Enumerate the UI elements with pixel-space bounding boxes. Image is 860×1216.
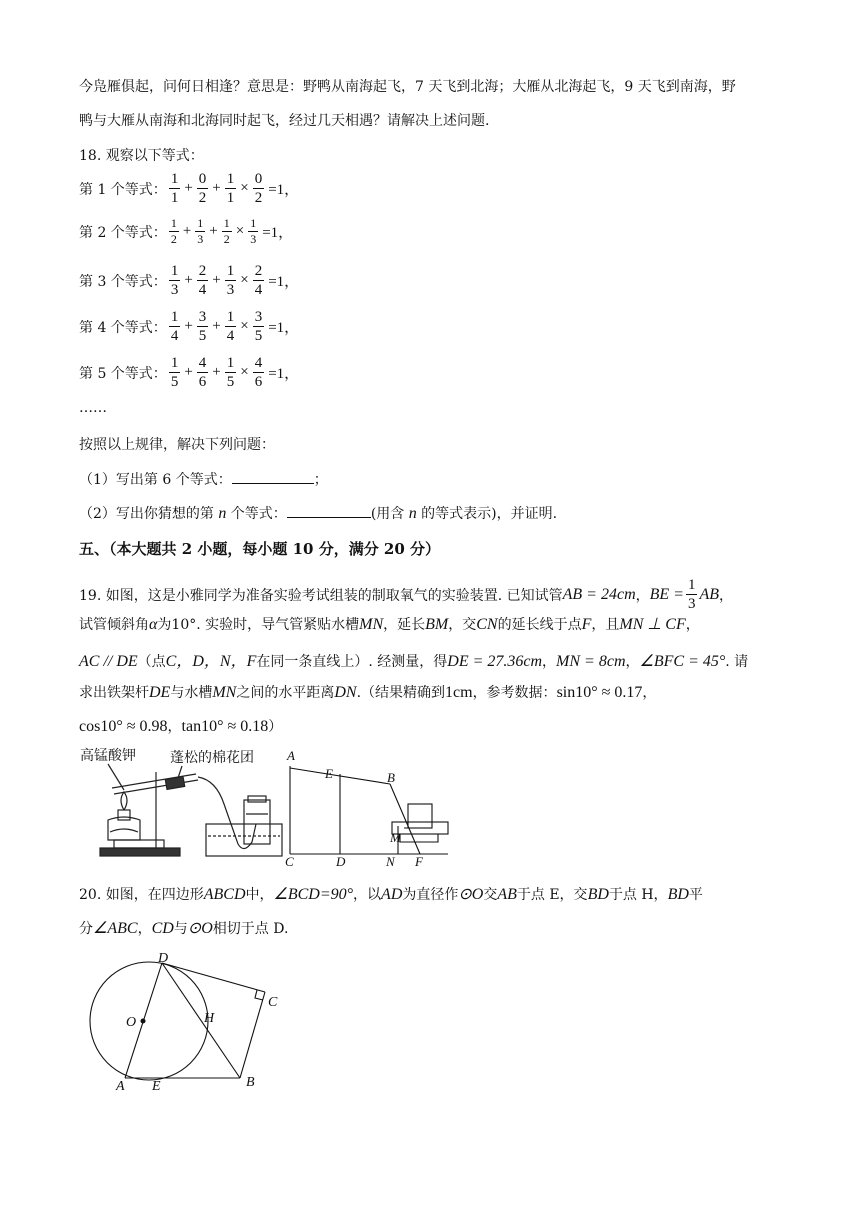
operator: + <box>209 223 218 239</box>
fraction <box>253 354 265 391</box>
label-C: C <box>285 854 294 869</box>
q20-text: ，以 <box>353 887 382 903</box>
fraction <box>253 170 265 207</box>
q20-text: 为直径作 <box>402 887 459 903</box>
label-D: D <box>158 951 169 966</box>
fraction <box>225 170 237 207</box>
var-cn: CN <box>476 616 498 633</box>
q19-text: 为10°. 实验时，导气管紧贴水槽 <box>157 617 360 633</box>
frac-den: 4 <box>254 282 263 298</box>
frac-num: 4 <box>198 355 207 371</box>
comma: ， <box>167 719 182 735</box>
q19-be-frac <box>686 576 698 613</box>
frac-num: 1 <box>197 216 204 230</box>
var-circle: ⊙O <box>458 886 484 903</box>
comma: ， <box>685 617 700 633</box>
fraction <box>222 216 232 247</box>
label-A: A <box>287 748 295 763</box>
frac-num: 1 <box>223 216 230 230</box>
q19-mn-value: MN = 8cm <box>556 653 626 670</box>
operator: × <box>240 180 249 196</box>
var-ad: AD <box>381 886 403 903</box>
q19-cos: cos10° ≈ 0.98 <box>79 718 168 735</box>
fraction <box>197 262 209 299</box>
fraction <box>197 170 209 207</box>
q20-text: 相切于点 D. <box>212 921 289 937</box>
frac-num: 0 <box>254 171 263 187</box>
q18-part1-label: （1）写出第 6 个等式： <box>79 472 232 488</box>
label-B: B <box>246 1075 255 1090</box>
q19-be-rhs: AB <box>699 585 720 603</box>
equation-row <box>79 308 301 345</box>
q19-text: 试管倾斜角 <box>79 617 149 633</box>
apparatus-illustration <box>80 747 282 856</box>
frac-num: 3 <box>254 309 263 325</box>
label-potassium-permanganate: 高锰酸钾 <box>80 749 136 764</box>
frac-num: 1 <box>226 171 235 187</box>
operator: × <box>235 223 245 239</box>
q19-text: ，延长 <box>383 617 426 633</box>
frac-den: 5 <box>198 328 207 344</box>
q18-part2-end: 的等式表示)，并证明. <box>416 506 558 522</box>
equation-label: 第 1 个等式： <box>79 181 167 198</box>
operator: =1， <box>268 320 300 336</box>
var-bd: BD <box>587 886 609 903</box>
operator: × <box>240 364 249 380</box>
q18-ellipsis: …… <box>79 400 107 416</box>
q18-part2-mid: 个等式： <box>226 506 287 522</box>
q19-line4 <box>79 682 656 702</box>
label-C: C <box>268 995 278 1010</box>
q18-part2 <box>79 503 557 523</box>
q19-text: 与水槽 <box>170 685 213 701</box>
q18-part2-hint: (用含 <box>370 506 409 522</box>
frac-den: 3 <box>250 232 257 246</box>
operator: =1， <box>268 182 300 198</box>
fraction <box>225 262 237 299</box>
q19-ab-expr: AB = 24cm <box>562 585 636 603</box>
frac-den: 4 <box>198 282 207 298</box>
fraction <box>169 170 181 207</box>
frac-num: 1 <box>170 263 179 279</box>
operator: + <box>212 272 221 288</box>
frac-den: 3 <box>197 232 204 246</box>
q19-text: 的延长线于点 <box>497 617 582 633</box>
geometry-diagram <box>285 748 448 869</box>
q19-line5 <box>79 716 282 736</box>
frac-num: 1 <box>170 216 177 230</box>
var-dn: DN <box>334 684 357 701</box>
frac-num: 0 <box>198 171 207 187</box>
frac-den: 3 <box>170 282 179 298</box>
fraction <box>225 308 237 345</box>
var-ab: AB <box>497 886 517 903</box>
comma: ， <box>719 587 734 604</box>
q19-unit: 1cm <box>445 684 473 701</box>
label-D: D <box>336 854 346 869</box>
frac-den: 2 <box>223 232 230 246</box>
equation-label: 第 4 个等式： <box>79 319 167 336</box>
label-E: E <box>152 1079 161 1090</box>
frac-den: 2 <box>198 190 207 206</box>
var-mn: MN <box>359 616 384 633</box>
frac-num: 2 <box>198 263 207 279</box>
frac-num: 1 <box>170 309 179 325</box>
operator: + <box>182 223 192 239</box>
q19-be-lhs: BE = <box>649 585 684 603</box>
comma: ， <box>625 654 640 670</box>
q19-line1 <box>79 576 733 613</box>
frac-den: 2 <box>170 232 177 246</box>
var-circle: ⊙O <box>187 920 213 937</box>
label-E: E <box>325 766 333 781</box>
fraction <box>197 308 209 345</box>
q19-text: ，参考数据： <box>472 685 557 701</box>
q19-text: 在同一条直线上）. 经测量，得 <box>256 654 448 670</box>
q19-line2 <box>79 614 700 634</box>
operator: + <box>184 272 193 288</box>
var-de: DE <box>149 684 171 701</box>
frac-num: 1 <box>226 263 235 279</box>
q19-de-value: DE = 27.36cm <box>447 653 543 670</box>
var-n: n <box>408 505 417 522</box>
var-alpha: α <box>149 616 158 633</box>
q20-angle: ∠BCD=90° <box>273 886 354 903</box>
q18-part1 <box>79 469 328 489</box>
frac-num: 1 <box>170 171 179 187</box>
var-f: F <box>581 616 592 633</box>
q19-figure <box>78 744 468 870</box>
label-B: B <box>387 770 395 785</box>
label-A: A <box>116 1079 125 1090</box>
q19-perp: MN ⊥ CF <box>619 616 686 633</box>
var-n: n <box>218 505 227 522</box>
operator: + <box>184 364 193 380</box>
label-O: O <box>126 1015 137 1030</box>
operator: + <box>212 318 221 334</box>
var-cd: CD <box>151 920 174 937</box>
frac-den: 1 <box>226 190 235 206</box>
equation-label: 第 3 个等式： <box>79 273 167 290</box>
frac-den: 1 <box>170 190 179 206</box>
circle-o <box>90 962 208 1080</box>
comma: ， <box>642 685 657 701</box>
q20-text: ， <box>137 921 152 937</box>
q20-text: 中， <box>245 887 274 903</box>
q19-text: .（结果精确到 <box>356 685 446 701</box>
q20-text: 分 <box>79 921 93 937</box>
q18-intro: 18. 观察以下等式： <box>79 148 204 164</box>
equation-row <box>79 216 295 247</box>
label-H: H <box>204 1011 215 1026</box>
q17-text-line1: 今凫雁俱起，问何日相逢？意思是：野鸭从南海起飞，7 天飞到北海；大雁从北海起飞，9 天飞到南海，野 <box>79 79 736 95</box>
q20-line2 <box>79 918 288 938</box>
operator: =1， <box>262 225 294 241</box>
label-cotton: 蓬松的棉花团 <box>170 751 254 766</box>
q19-angle: ∠BFC = 45° <box>639 653 726 670</box>
frac-num: 1 <box>226 355 235 371</box>
answer-blank-2[interactable] <box>287 503 371 518</box>
q20-text: 交 <box>483 887 498 903</box>
q19-text: 之间的水平距离 <box>236 685 335 701</box>
fraction <box>169 354 181 391</box>
q20-text: 于点 H， <box>608 887 668 903</box>
frac-num: 3 <box>198 309 207 325</box>
fraction <box>253 262 265 299</box>
q20-text: 平 <box>688 887 703 903</box>
q18-rule: 按照以上规律，解决下列问题： <box>79 437 275 453</box>
center-point <box>141 1019 145 1023</box>
operator: + <box>184 180 193 196</box>
operator: + <box>212 180 221 196</box>
label-N: N <box>386 854 395 869</box>
frac-num: 1 <box>250 216 257 230</box>
fraction <box>169 216 179 247</box>
frac-num: 1 <box>226 309 235 325</box>
fraction <box>225 354 237 391</box>
q19-tan: tan10° ≈ 0.18 <box>181 718 269 735</box>
fraction <box>169 262 181 299</box>
frac-den: 5 <box>170 374 179 390</box>
fraction <box>195 216 205 247</box>
q19-text: 19. 如图，这是小雅同学为准备实验考试组装的制取氧气的实验装置. 已知试管 <box>79 587 563 604</box>
operator: =1， <box>268 274 300 290</box>
frac-num: 1 <box>687 577 696 593</box>
frac-den: 3 <box>687 596 696 612</box>
q17-text-line2: 鸭与大雁从南海和北海同时起飞，经过几天相遇？请解决上述问题. <box>79 113 490 129</box>
q20-text: 于点 E，交 <box>516 887 588 903</box>
q18-part2-label: （2）写出你猜想的第 <box>79 506 219 522</box>
frac-den: 4 <box>170 328 179 344</box>
q20-figure <box>78 950 298 1090</box>
equation-row <box>79 354 301 391</box>
operator: =1， <box>268 366 300 382</box>
equation-label: 第 5 个等式： <box>79 365 167 382</box>
operator: + <box>212 364 221 380</box>
q20-text: 与 <box>173 921 188 937</box>
frac-num: 1 <box>170 355 179 371</box>
q18-part1-end: ； <box>313 472 328 488</box>
equation-row <box>79 262 301 299</box>
q19-text: （点 <box>137 654 166 670</box>
fraction <box>169 308 181 345</box>
answer-blank-1[interactable] <box>232 469 314 484</box>
comma: ， <box>635 587 650 604</box>
q19-text: . 请 <box>725 654 749 670</box>
var-abc: ∠ABC <box>93 920 138 937</box>
label-F: F <box>415 854 423 869</box>
q20-text: 20. 如图，在四边形 <box>79 887 204 903</box>
var-mn: MN <box>212 684 237 701</box>
frac-num: 4 <box>254 355 263 371</box>
q19-points: C，D，N，F <box>165 653 257 670</box>
frac-num: 2 <box>254 263 263 279</box>
q19-text: ，且 <box>591 617 620 633</box>
frac-den: 6 <box>198 374 207 390</box>
section-heading: 五、（本大题共 2 小题，每小题 10 分，满分 20 分） <box>79 540 441 558</box>
q19-parallel: AC // DE <box>79 653 138 670</box>
var-bm: BM <box>425 616 449 633</box>
frac-den: 4 <box>226 328 235 344</box>
q19-line3 <box>79 648 748 671</box>
comma: ， <box>542 654 557 670</box>
q19-text: ） <box>268 719 283 735</box>
equation-label: 第 2 个等式： <box>79 224 167 241</box>
q19-text: ，交 <box>448 617 477 633</box>
q19-sin: sin10° ≈ 0.17 <box>556 684 643 701</box>
var-abcd: ABCD <box>203 886 246 903</box>
operator: × <box>240 272 249 288</box>
frac-den: 5 <box>226 374 235 390</box>
operator: × <box>240 318 249 334</box>
fraction <box>248 216 258 247</box>
frac-den: 6 <box>254 374 263 390</box>
q19-text: 求出铁架杆 <box>79 685 149 701</box>
var-bd: BD <box>667 886 689 903</box>
frac-den: 2 <box>254 190 263 206</box>
q20-line1 <box>79 884 703 904</box>
operator: + <box>184 318 193 334</box>
equation-row <box>79 170 301 207</box>
frac-den: 3 <box>226 282 235 298</box>
frac-den: 5 <box>254 328 263 344</box>
label-M: M <box>390 830 401 845</box>
fraction <box>197 354 209 391</box>
fraction <box>253 308 265 345</box>
